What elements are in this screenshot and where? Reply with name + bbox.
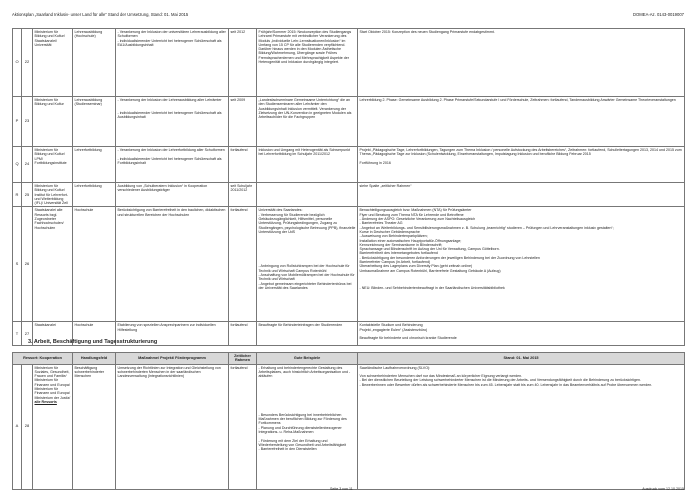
row-example: „Landesfachseminare Gemeinsame Unterrichtung“ die an den Studienseminaren aller Lehrämter den Ausbildungsinhalt Inklusion vermittelt. Verankerung der Zielsetzung der UN-Konvention in geeigneten Modulen als Arbeitsschilder für die Fachgruppen — [257, 97, 358, 147]
col-header-time: Zeitlicher Rahmen — [229, 353, 257, 365]
row-field: Hochschule — [73, 322, 116, 346]
row-field: Lehrerausbildung (Studienseminar) — [73, 97, 116, 147]
row-status: Saarländische Laufbahnverordnung (SLVO): Von schwerbehinderten Menschen darf nur das Mindestmaß an körperlicher Eignung verlangt werden. - Bei der dienstlichen Beurteilung der Leistung schwerbehinderter Menschen ist die Minderung der Arbeits- und Verwendungsfähigkeit durch die Behinderung zu berücksichtigen. - Bewerberinnen oder Bewerber dürfen als schwerbehinderte Menschen bis zum 45. Lebensjahr statt bis zum 40. Lebensjahr in das Beamtenverhältnis auf Probe übernommen werden. — [358, 364, 685, 489]
section-title: 3. Arbeit, Beschäftigung und Tagesstrukturierung — [28, 339, 158, 345]
row-partner: Ministerium für Bildung und Kultur/ LPM/ Fortbildungsinstitute — [33, 147, 73, 183]
row-status: Lehrerbildung 2. Phase: Gemeinsame Ausbildung 2. Phase Primarstufe/Sekundarstufe I und Förderschule, Zeitrahmen: fortlaufend, Tandemausbildung Anwärter Gemeinsame Theorieveranstaltungen — [358, 97, 685, 147]
col-header-measure: Maßnahme/ Projekt/ Förderprogramm — [116, 353, 229, 365]
row-time: seit 2012 — [229, 29, 257, 97]
row-partner: Staatskanzlei — [33, 322, 73, 346]
row-letter: S — [13, 207, 22, 322]
table-row — [13, 364, 685, 489]
row-partner: Ministerium für Bildung und Kultur/ Institut für Lehrerfort- und Weiterbildung (IFL)/ Universität Zell — [33, 183, 73, 207]
row-status: Start Oktober 2015: Konzeption des neuen Studiengang Primarstufe endabgestimmt. — [358, 29, 685, 97]
row-letter: Q — [13, 147, 22, 183]
row-example: Beauftragte für Behinderteinfragen der Studierenden — [257, 322, 358, 346]
header-right: DOMEA-Az. 0143-0019007 — [633, 12, 684, 17]
table-row — [13, 147, 685, 183]
row-time: fortlaufend — [229, 322, 257, 346]
col-header-field: Handlungsfeld — [73, 353, 116, 365]
row-letter: P — [13, 97, 22, 147]
row-status: Benachteiligungsausgleich bzw. Maßnahmen (NTA) für Prüfungsämter Flyer und Beratung zum Thema NTA für Lehrende und Betroffene - Änderung der ASPO: Gesetzliche Verankerung zum Nachteilsausgleich - Barrierefreies Theater AG - Angebot an Weiterbildungs- und Sensibilisierungsmaßnahmen z. B. Schulung „teamrichtig“ studieren – Prüfungen und Lehrveranstaltungen inklusiv gestalten“; Kurse in Deutscher Gebärdensprache - Ausweisung von Behindertenparkplätzen; Installation einer automatischen Hauptportaltür-Öffnungsanlage; Kennzeichnung der Seminarräume in Blindenschrift; Sprachansage und Blindenschrift im Aufzug der Uni für Verwaltung, Campus Göttelborn. Barrierefreiheit des Internetangebotes fortlaufend - Berücksichtigung der besonderen Anforderungen der jeweiligen Behinderung bei der Zuordnung von Lehrstellen Barrierefreier Campus (in Arbeit, fortlaufend) Überarbeitung des Lagerplans zum Diversity Plan (geht zeitnah online) Umbaumaßnahme am Campus Rotenbühl, Barrierefreie Gestaltung Gebäude A (Aufzug) - NEU: Blinden- und Sehbehindertenbeauftragt in der Saarländischen Universitätsbibliothek — [358, 207, 685, 322]
row-num: 23 — [22, 97, 33, 147]
row-example: Frühjahr/Sommer 2015: Neukonzeption des Studiengangs Lehramt Primarstufe mit verbindlicher Verankerung des Moduls „Individuelle Lehr-Lernsituationen/Inklusion“ im Umfang von 15 CP für alle Studierenden verpflichtend. Darüber hinaus werden in den Modulen Ästhetische Bildung/Wahrnehmung, Übergänge sowie Frühes Fremdsprachenlernen und Mehrsprachigkeit Aspekte der Heterogenität und Inklusion durchgängig integriert. — [257, 29, 358, 97]
row-measure: Umsetzung der Richtlinien zur Integration und Gleichstellung von schwerbehinderten Menschen in der saarländischen Landesverwaltung (Integrationsrichtlinien) — [116, 364, 229, 489]
row-field: Lehrerfortbildung — [73, 147, 116, 183]
row-time: fortlaufend — [229, 364, 257, 489]
header-left: Aktionsplan „Saarland Inklusiv- unser Land für alle“ Stand der Umsetzung, Stand: 01. Mai 2015 — [12, 12, 189, 17]
row-field: Lehrerausbildung (Hochschule) — [73, 29, 116, 97]
col-header-partner: Ressort: Kooperation — [13, 353, 73, 365]
col-header-status: Stand: 01. Mai 2015 — [358, 353, 685, 365]
row-partner: Ministerium für Bildung und Kultur/ Staatskanzlei/ Universität — [33, 29, 73, 97]
measures-table — [12, 28, 685, 346]
table-header-row — [13, 353, 685, 365]
row-time: seit 2009 — [229, 97, 257, 147]
table-row — [13, 207, 685, 322]
row-example: Universität des Saarlandes: - Verbesserung für Studierende bezüglich Gebäudezugänglichkeit, Hilfsmittel, personelle Unterstützung, Prüfungsbedingungen, Zugang zu Studiengängen, psychologische Betreuung (PPB), finanzielle Unterstützung der UdS - Anbringung von Rollstuhlrampen bei der Hochschule für Technik und Wirtschaft Campus Rotenbühl - Anschaffung von Mobilemüllrampen bei der Hochschule für Technik und Wirtschaft - Angebot gemeinsam eingerichteter Behindertenbüros bei der Universität des Saarlandes — [257, 207, 358, 322]
row-status: siehe Spalte „zeitlicher Rahmen“ — [358, 183, 685, 207]
table-row — [13, 183, 685, 207]
row-num: 22 — [22, 29, 33, 97]
row-num: 27 — [22, 322, 33, 346]
row-num: 25 — [22, 183, 33, 207]
row-field: Beschäftigung schwerbehinderter Menschen — [73, 364, 116, 489]
row-status: Kontaktstelle Studium und Behinderung Projekt „engagierte Eulen“ (Assistenzbüro) Beauftragte für behinderte und chronisch kranke Studierende — [358, 322, 685, 346]
partner-bold: alle Ressorts — [34, 399, 57, 404]
employment-table — [12, 352, 685, 490]
row-number: 28 — [22, 364, 33, 489]
row-measure: Ausbildung von „Schulberatern Inklusion“ in Kooperation verschiedener Ausbildungsträger — [116, 183, 229, 207]
col-header-examples: Gute Beispiele — [257, 353, 358, 365]
row-time: fortlaufend — [229, 207, 257, 322]
row-time: seit Schuljahr 2011/2012 — [229, 183, 257, 207]
row-letter: A — [13, 364, 22, 489]
table-row — [13, 29, 685, 97]
row-example: Inklusion und Umgang mit Heterogenität als Schwerpunkt bei Lehrerfortbildung im Schuljahr 2011/2012 — [257, 147, 358, 183]
row-measure: - Verankerung der Inklusion der universitären Lehrerausbildung aller Schulformen - individualisierender Unterricht bei heterogener Schülerschaft als EA1/Ausbildungsinhalt — [116, 29, 229, 97]
row-field: Hochschule — [73, 207, 116, 322]
row-partner — [33, 364, 73, 489]
row-measure: Etablierung von speziellen Ansprechpartnern zur individuellen Hilfestellung — [116, 322, 229, 346]
table-row — [13, 97, 685, 147]
print-date: Ausdruck vom 12.10.2015 — [642, 487, 684, 491]
row-field: Lehrerfortbildung — [73, 183, 116, 207]
row-letter: O — [13, 29, 22, 97]
row-time: fortlaufend — [229, 147, 257, 183]
page-header — [12, 12, 684, 17]
row-example: - Erhaltung und behindertengerechte Gestaltung des Arbeitsplatzes, auch hinsichtlich Arbeitsorganisation und -abläufen - Besonders Berücksichtigung bei innerbetrieblichen Maßnahmen der beruflichen Bildung zur Förderung des Fortkommens - Planung und Durchführung dienststellenbezogener Integrations- u. Reha-Maßnahmen - Förderung mit dem Ziel der Erhaltung und Wiederherstellung von Gesundheit und Arbeitsfähigkeit - Barrierefreiheit in den Dienststellen — [257, 364, 358, 489]
partner-text: Ministerium für Soziales, Gesundheit, Frauen und Familie/ Ministerium für Finanzen und Europa/ Ministerium für Finanzen und Europa/ Ministerium der Justiz/ — [34, 365, 71, 400]
row-status: Projekt „Pädagogische Tage, Lehrerfortbildungen, Tagungen zum Thema Inklusion / personelle Aufstockung des Arbeitsbereiches“, Zeitrahmen: fortlaufend, Schulleitertagungen 2013, 2014 und 2015 zum Thema „Pädagogische Tage zur Inklusion (Schulentwicklung, Einzelveranstaltungen, Impulstagung Inklusion und berufliche Bildung Februar 2015 Fortführung in 2016 — [358, 147, 685, 183]
row-example — [257, 183, 358, 207]
page-number: Seite 3 von 11 — [330, 487, 353, 491]
row-measure: - Verankerung der Inklusion der Lehrerausbildung aller Lehrämter - individualisierender Unterricht bei heterogener Schülerschaft als Ausbildungsinhalt — [116, 97, 229, 147]
row-partner: Ministerium für Bildung und Kultur — [33, 97, 73, 147]
row-letter: R — [13, 183, 22, 207]
row-num: 26 — [22, 207, 33, 322]
row-measure: Berücksichtigung von Barrierefreiheit in den baulichen, didaktischen und strukturellen Bereichen der Hochschulen — [116, 207, 229, 322]
row-partner: Staatskanzlei alle Ressorts bzgl. Zugeordneter Fachhochschulen/ Hochschulen — [33, 207, 73, 322]
row-letter: T — [13, 322, 22, 346]
row-measure: - Verankerung der Inklusion der Lehrerfortbildung aller Schulformen - individualisierender Unterricht bei heterogener Schülerschaft als Fortbildungsinhalt — [116, 147, 229, 183]
row-num: 24 — [22, 147, 33, 183]
